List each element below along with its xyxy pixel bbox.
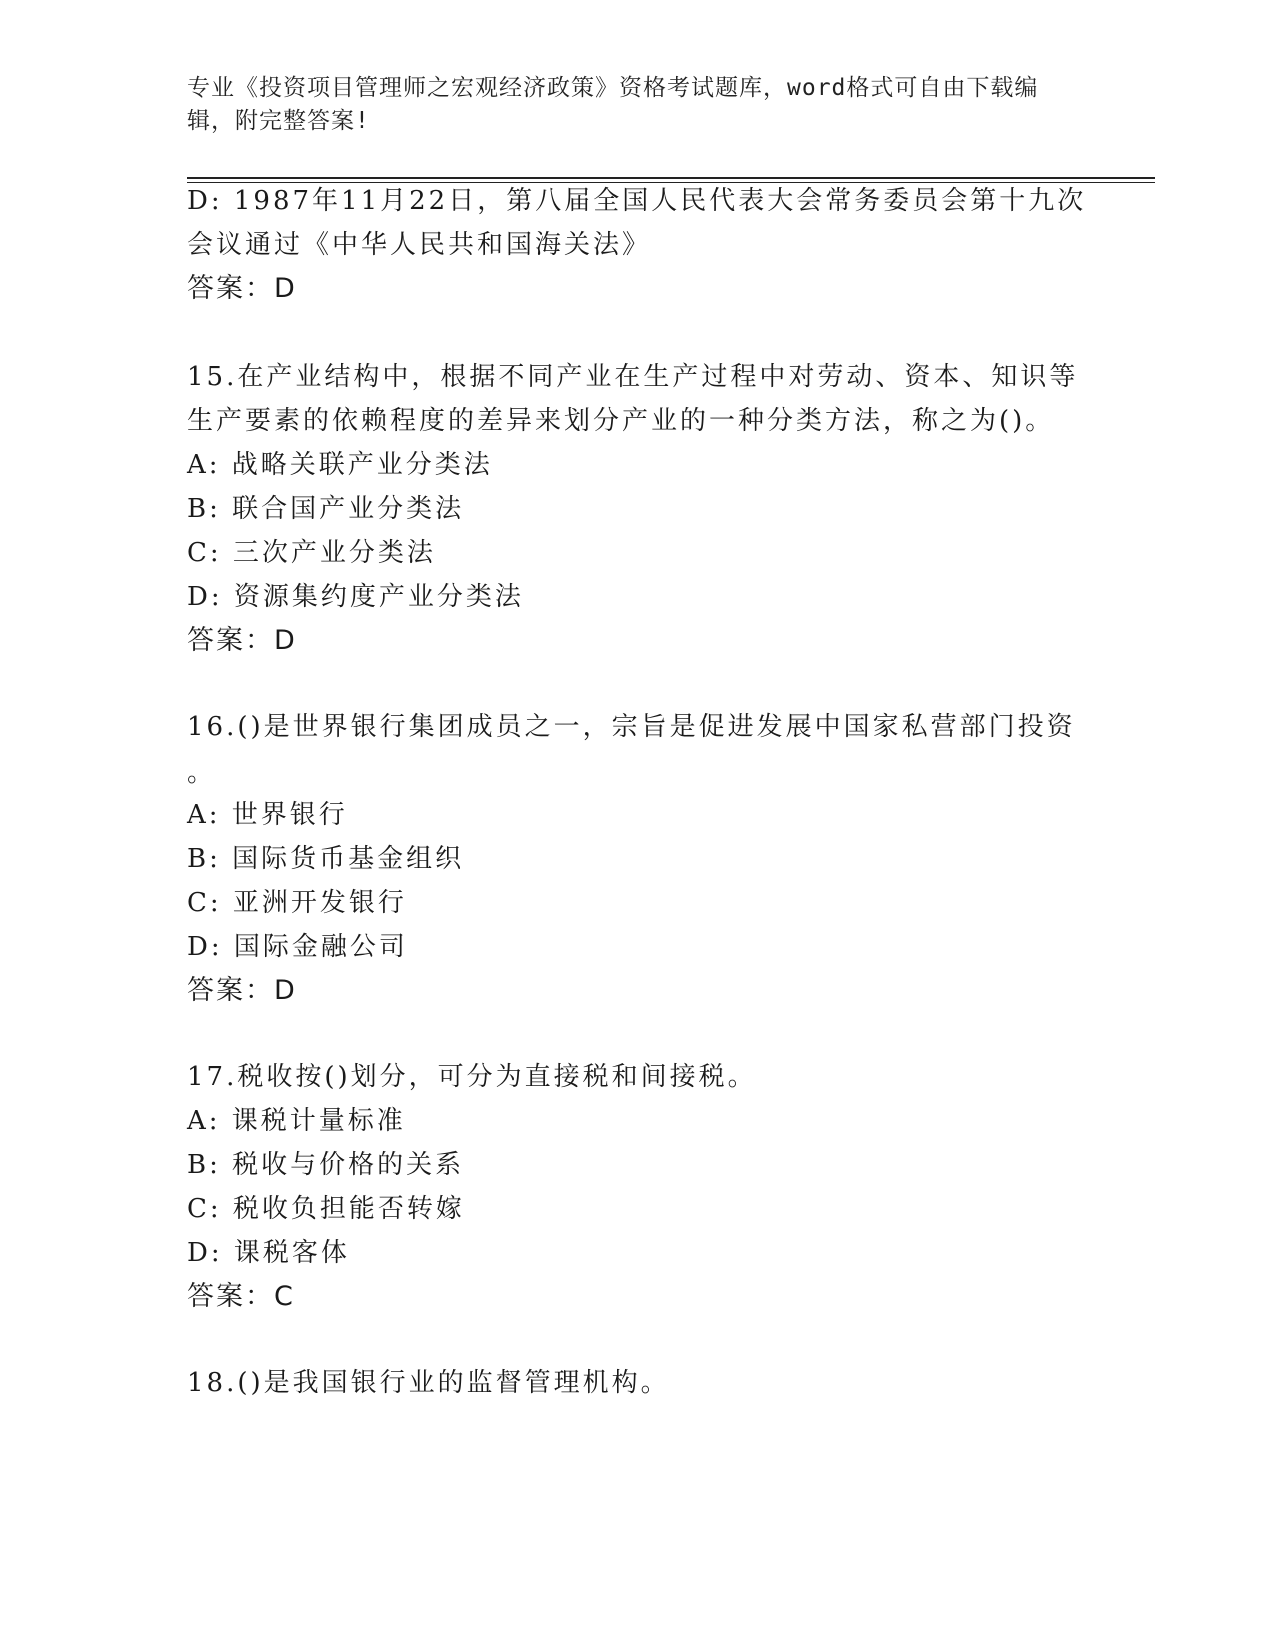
question-17-option-a: A: 课税计量标准 bbox=[187, 1106, 406, 1136]
question-15-answer: 答案：D bbox=[187, 625, 297, 656]
question-16-answer: 答案：D bbox=[187, 975, 297, 1006]
prev-option-d-line-1: D: 1987年11月22日，第八届全国人民代表大会常务委员会第十九次 bbox=[187, 186, 1087, 216]
header-line-2: 辑，附完整答案! bbox=[187, 108, 370, 134]
question-16-stem-line-2: 。 bbox=[187, 758, 217, 788]
question-15-stem-line-1: 15.在产业结构中，根据不同产业在生产过程中对劳动、资本、知识等 bbox=[187, 362, 1079, 392]
question-17-option-d: D: 课税客体 bbox=[187, 1238, 350, 1268]
question-16-option-a: A: 世界银行 bbox=[187, 800, 348, 830]
question-15-option-c: C: 三次产业分类法 bbox=[187, 538, 436, 568]
question-17-option-c: C: 税收负担能否转嫁 bbox=[187, 1194, 465, 1224]
header-line-1: 专业《投资项目管理师之宏观经济政策》资格考试题库，word格式可自由下载编 bbox=[187, 75, 1039, 101]
prev-answer: 答案：D bbox=[187, 273, 297, 304]
question-15-stem-line-2: 生产要素的依赖程度的差异来划分产业的一种分类方法，称之为()。 bbox=[187, 406, 1055, 436]
question-16-option-b: B: 国际货币基金组织 bbox=[187, 844, 465, 874]
question-17-option-b: B: 税收与价格的关系 bbox=[187, 1150, 465, 1180]
question-15-option-b: B: 联合国产业分类法 bbox=[187, 494, 465, 524]
question-18-stem: 18.()是我国银行业的监督管理机构。 bbox=[187, 1368, 670, 1398]
question-16-stem-line-1: 16.()是世界银行集团成员之一，宗旨是促进发展中国家私营部门投资 bbox=[187, 712, 1076, 742]
prev-option-d-line-2: 会议通过《中华人民共和国海关法》 bbox=[187, 230, 652, 260]
question-16-option-c: C: 亚洲开发银行 bbox=[187, 888, 407, 918]
document-header bbox=[187, 72, 1067, 138]
question-15-option-a: A: 战略关联产业分类法 bbox=[187, 450, 493, 480]
question-17-answer: 答案：C bbox=[187, 1281, 295, 1312]
question-17-stem: 17.税收按()划分，可分为直接税和间接税。 bbox=[187, 1062, 757, 1092]
question-15-option-d: D: 资源集约度产业分类法 bbox=[187, 582, 524, 612]
question-16-option-d: D: 国际金融公司 bbox=[187, 932, 408, 962]
